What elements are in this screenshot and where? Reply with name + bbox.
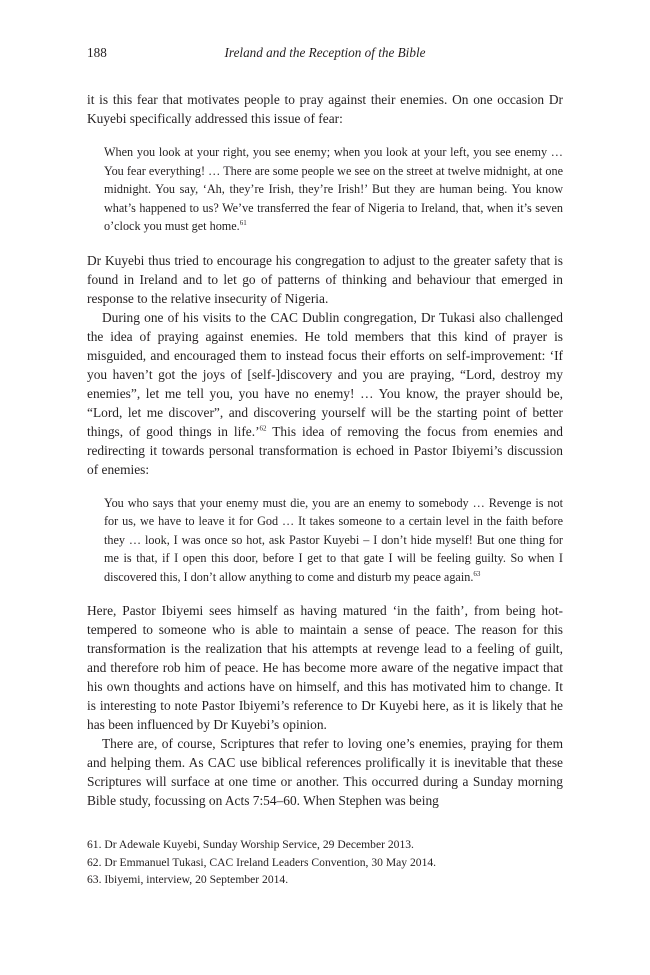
body-text <box>87 90 563 810</box>
page-number: 188 <box>87 45 107 60</box>
footnote: 63. Ibiyemi, interview, 20 September 2014. <box>87 873 289 886</box>
paragraph: Dr Kuyebi thus tried to encourage his congregation to adjust to the greater safety that is found in Ireland and to let go of patterns of thinking and behaviour that emerged in response to the relative insecurity of Nigeria. <box>87 252 563 306</box>
footnote: 62. Dr Emmanuel Tukasi, CAC Ireland Leaders Convention, 30 May 2014. <box>87 855 437 869</box>
paragraph: it is this fear that motivates people to pray against their enemies. On one occasion Dr Kuyebi specifically addressed this issue of fear: <box>87 92 563 126</box>
paragraph: There are, of course, Scriptures that refer to loving one’s enemies, praying for them and helping them. As CAC use biblical references prolifically it is inevitable that these Scriptures will surface at one time or another. This occurred during a Sunday morning Bible study, focussing on Acts 7:54–60. When Stephen was being <box>87 736 563 808</box>
paragraph <box>87 308 563 479</box>
running-title: Ireland and the Reception of the Bible <box>224 45 426 60</box>
paragraph: Here, Pastor Ibiyemi sees himself as having matured ‘in the faith’, from being hot-tempered to someone who is able to maintain a sense of peace. The reason for this transformation is the realization that his attempts at revenge lead to a feeling of guilt, and therefore rob him of peace. He has become more aware of the negative impact that his own thoughts and actions have on himself, and this has motivated him to change. It is interesting to note Pastor Ibiyemi’s reference to Dr Kuyebi here, as it is likely that he has been influenced by Dr Kuyebi’s opinion. <box>87 603 563 732</box>
footnotes <box>87 836 563 889</box>
paragraph-text: This idea of removing the focus from enemies and redirecting it towards personal transformation is echoed in Pastor Ibiyemi’s discussion of enemies: <box>87 423 563 477</box>
footnote-marker: 63 <box>473 569 481 578</box>
running-header <box>87 45 563 67</box>
block-quote <box>104 143 563 236</box>
footnote-marker: 61 <box>239 218 247 227</box>
paragraph-text: During one of his visits to the CAC Dublin congregation, Dr Tukasi also challenged the idea of praying against enemies. He told members that this kind of prayer is misguided, and encouraged them to instead focus their efforts on self-improvement: ‘If you haven’t got the joys of [self-]discovery and you are praying, “Lord, destroy my enemies”, let me tell you, you have no enemy! … You know, the prayer should be, “Lord, let me discover”, and discovering yourself will be the starting point of better things, of good things in life.’ <box>87 309 563 439</box>
footnote: 61. Dr Adewale Kuyebi, Sunday Worship Service, 29 December 2013. <box>87 838 414 851</box>
quote-text: When you look at your right, you see enemy; when you look at your left, you see enemy … You fear everything! … There are some people we see on the street at twelve midnight, at one midnight. You say, ‘Ah, they’re Irish, they’re Irish!’ But they are human being. You know what’s happened to us? We’ve transferred the fear of Nigeria to Ireland, that, when it’s seven o’clock you must get home. <box>104 145 563 233</box>
footnote-marker: 62 <box>259 424 267 433</box>
quote-text: You who says that your enemy must die, you are an enemy to somebody … Revenge is not for us, we have to leave it for God … It takes someone to a certain level in the faith before they … look, I was once so hot, ask Pastor Kuyebi – I don’t hide myself! But one thing for me is that, if I open this door, before I get to that gate I will be feeling guilty. So when I discovered this, I don’t allow anything to come and disturb my peace again. <box>104 495 563 584</box>
block-quote <box>104 494 563 587</box>
